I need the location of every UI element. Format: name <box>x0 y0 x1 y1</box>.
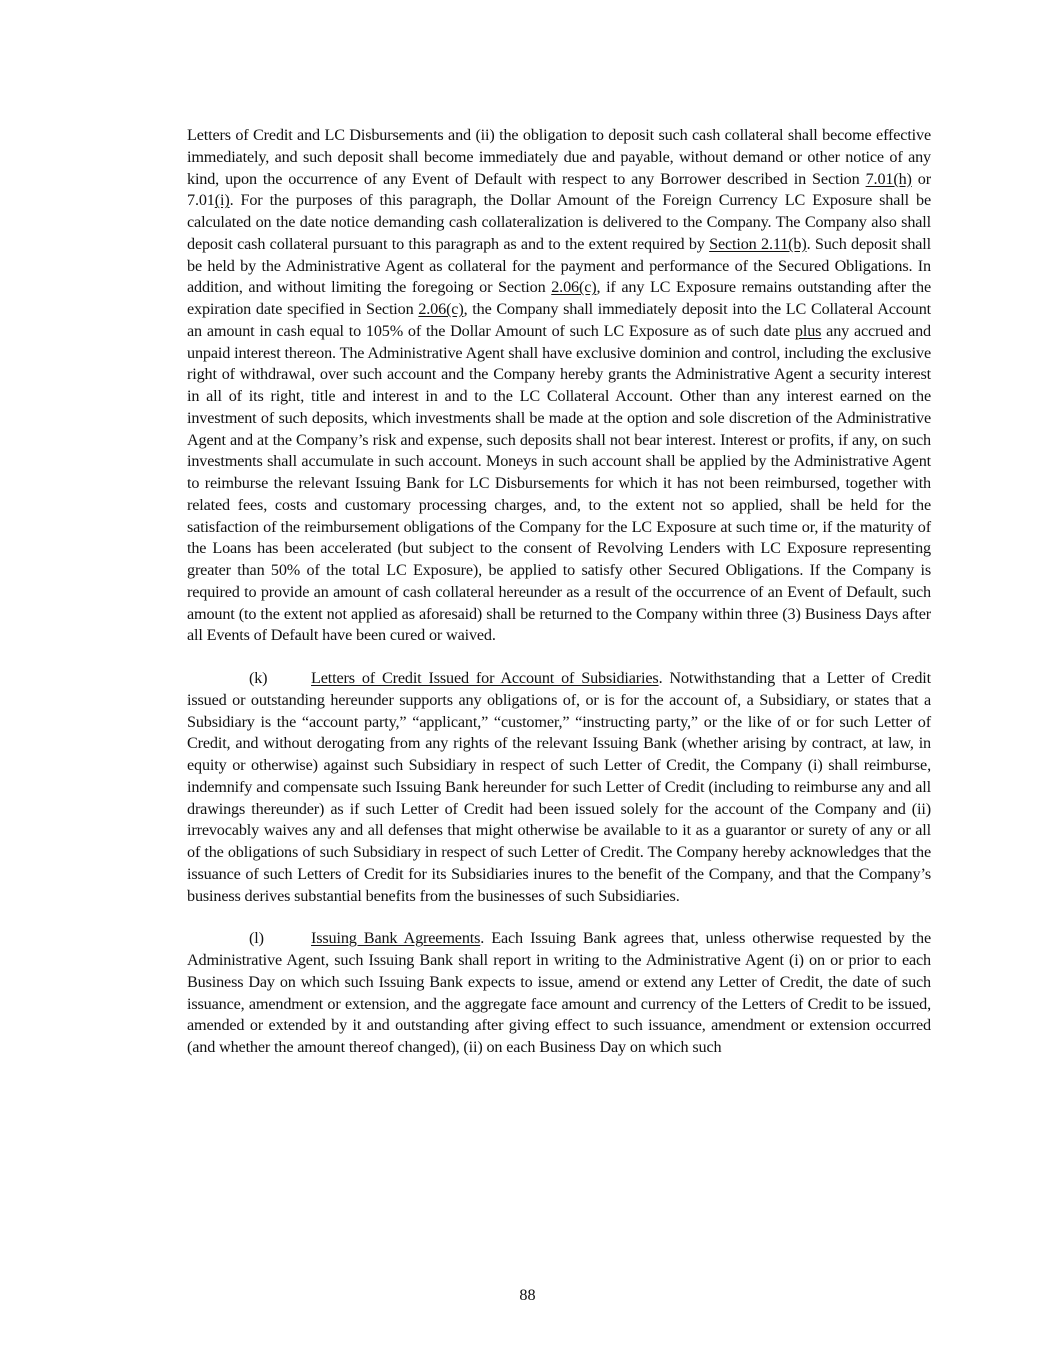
body-text <box>187 125 931 1059</box>
section-reference: 2.06(c) <box>551 278 597 297</box>
paragraph-j-continuation <box>187 125 931 647</box>
page-number: 88 <box>519 1286 536 1304</box>
text-run: . For the purposes of this paragraph, the Dollar Amount of the Foreign Currency LC Exposure shall be calculated on the date notice demanding cash collateralization is delivered to the Company. The Company also shall deposit cash collateral pursuant to this paragraph as and to the extent required by <box>187 191 931 253</box>
text-run: any accrued and unpaid interest thereon. The Administrative Agent shall have exclusive dominion and control, including the exclusive right of withdrawal, over such account and the Company hereby grants the Administrative Agent a security interest in all of its right, title and interest in and to the LC Collateral Account. Other than any interest earned on the investment of such deposits, which investments shall be made at the option and sole discretion of the Administrative Agent and at the Company’s risk and expense, such deposits shall not bear interest. Interest or profits, if any, on such investments shall accumulate in such account. Moneys in such account shall be applied by the Administrative Agent to reimburse the relevant Issuing Bank for LC Disbursements for which it has not been reimbursed, together with related fees, costs and customary processing charges, and, to the extent not so applied, shall be held for the satisfaction of the reimbursement obligations of the Company for the LC Exposure at such time or, if the maturity of the Loans has been accelerated (but subject to the consent of Revolving Lenders with LC Exposure representing greater than 50% of the total LC Exposure), be applied to satisfy other Secured Obligations. If the Company is required to provide an amount of cash collateral hereunder as a result of the occurrence of an Event of Default, such amount (to the extent not applied as aforesaid) shall be returned to the Company within three (3) Business Days after all Events of Default have been cured or waived. <box>187 321 932 645</box>
paragraph-marker: (k) <box>249 669 268 687</box>
text-run: Letters of Credit and LC Disbursements and (ii) the obligation to deposit such cash collateral shall become effective immediately, and such deposit shall become immediately due and payable, without demand or other notice of any kind, upon the occurrence of any Event of Default with respect to any Borrower described in Section <box>187 126 931 188</box>
section-reference: (i) <box>214 191 230 210</box>
paragraph-marker: (l) <box>249 929 264 948</box>
section-reference: 7.01(h) <box>865 169 912 188</box>
text-run: , the Company shall immediately deposit into the LC Collateral Account an amount in cash equal to 105% of the Dollar Amount of such LC Exposure as of such date <box>187 300 931 340</box>
emphasis-plus: plus <box>794 321 822 340</box>
text-run: . Such deposit shall be held by the Administrative Agent as collateral for the payment and performance of the Secured Obligations. In addition, and without limiting the foregoing or Section <box>187 234 931 297</box>
text-run: , if any LC Exposure remains outstanding after the expiration date specified in Section <box>187 278 931 318</box>
paragraph-heading: Issuing Bank Agreements <box>311 929 481 948</box>
text-run: or 7.01 <box>187 169 931 210</box>
text-run: . Notwithstanding that a Letter of Credit issued or outstanding hereunder supports any obligations of, or is for the account of, a Subsidiary, or states that a Subsidiary is the “account party,” “applicant,” “customer,” “instructing party,” or the like of or for such Letter of Credit, and without derogating from any rights of the relevant Issuing Bank (whether arising by contract, at law, in equity or otherwise) against such Subsidiary in respect of such Letter of Credit, the Company (i) shall reimburse, indemnify and compensate such Issuing Bank hereunder for such Letter of Credit (including to reimburse any and all drawings thereunder) as if such Letter of Credit had been issued solely for the account of the Company and (ii) irrevocably waives any and all defenses that might otherwise be available to it as a guarantor or surety of any or all of the obligations of such Subsidiary in respect of such Letter of Credit. The Company hereby acknowledges that the issuance of such Letters of Credit for its Subsidiaries inures to the benefit of the Company, and that the Company’s business derives substantial benefits from the businesses of such Subsidiaries. <box>187 669 931 905</box>
section-reference: Section 2.11(b) <box>709 234 807 253</box>
section-reference: 2.06(c) <box>418 300 464 318</box>
text-run: . Each Issuing Bank agrees that, unless otherwise requested by the Administrative Agent, such Issuing Bank shall report in writing to the Administrative Agent (i) on or prior to each Business Day on which such Issuing Bank expects to issue, amend or extend any Letter of Credit, the date of such issuance, amendment or extension, and the aggregate face amount and currency of the Letters of Credit to be issued, amended or extended by it and outstanding after giving effect to such issuance, amendment or extension occurred (and whether the amount thereof changed), (ii) on each Business Day on which such <box>187 929 932 1056</box>
paragraph-heading: Letters of Credit Issued for Account of Subsidiaries <box>311 669 659 687</box>
paragraph-l <box>187 928 931 1059</box>
paragraph-k <box>187 668 931 907</box>
